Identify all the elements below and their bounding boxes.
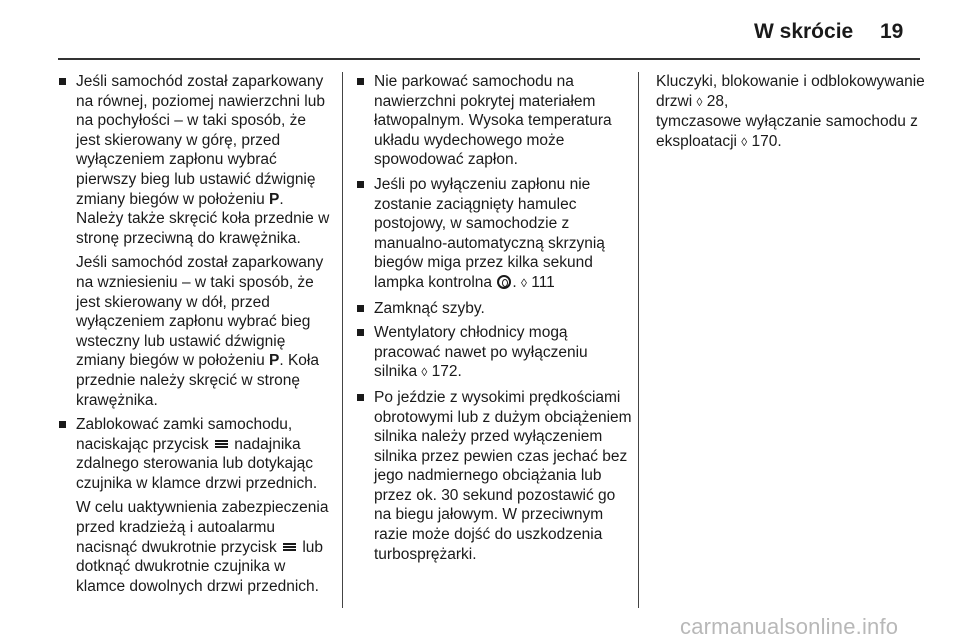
bullet-icon [357,329,364,336]
bullet-icon [59,421,66,428]
list-item: Nie parkować samochodu na nawierzchni pokrytej materiałem łatwopalnym. Wysoka temperatura układu wydechowego może spowodować zapłon. [356,72,632,170]
page-ref[interactable]: 111 [531,273,555,291]
column-3 [656,72,928,152]
bullet-icon [59,78,66,85]
paragraph: W celu uaktywnienia zabezpieczenia przed kradzieżą i autoalarmu nacisnąć dwukrotnie przycisk lub dotknąć dwukrotnie czujnika w klamce dowolnych drzwi przednich. [76,499,329,595]
warning-lamp-icon [497,275,511,289]
page-ref[interactable]: 170. [751,132,782,150]
bullet-list [58,72,332,596]
paragraph: Jeśli samochód został zaparkowany na wzniesieniu – w taki sposób, że jest skierowany w dół, przed wyłączeniem zapłonu wybrać bieg wsteczny lub ustawić dźwignię zmiany biegów w położeniu P. Koła przednie należy skręcić w stronę krawężnika. [76,254,324,409]
column-2 [356,72,632,569]
bullet-icon [357,394,364,401]
column-divider-2 [638,72,639,608]
bullet-icon [357,181,364,188]
page-ref[interactable]: 28, [706,92,729,110]
bullet-icon [357,78,364,85]
list-item: Po jeździe z wysokimi prędkościami obrotowymi lub z dużym obciążeniem silnika należy przed wyłączeniem silnika przez pewien czas jechać bez jego nadmiernego obciążania lub przez ok. 30 sekund pozostawić go na biegu jałowym. W przeciwnym razie może dojść do uszkodzenia turbosprężarki. [356,388,632,564]
paragraph: Jeśli samochód został zaparkowany na równej, poziomej nawierzchni lub na pochyłości – w taki sposób, że jest skierowany w górę, przed wyłączeniem zapłonu wybrać pierwszy bieg lub ustawić dźwignię zmiany biegów w położeniu P. Należy także skręcić koła przednie w stronę przeciwną do krawężnika. [76,73,330,247]
page-ref-icon: ◊ [741,134,748,149]
section-title: W skrócie [754,20,854,43]
lock-button-icon [283,543,296,551]
page-header [0,0,960,60]
header-divider [58,58,920,60]
lock-button-icon [215,440,228,448]
page-number: 19 [880,20,904,43]
list-item: Zamknąć szyby. [356,299,632,319]
list-item [58,415,332,596]
list-item [58,72,332,410]
column-divider-1 [342,72,343,608]
bullet-list [356,72,632,564]
see-also: Kluczyki, blokowanie i odblokowywanie drzwi ◊ 28, tymczasowe wyłączanie samochodu z eksploatacji ◊ 170. [656,73,925,150]
column-1 [58,72,332,601]
watermark-text: carmanualsonline.info [680,614,899,639]
list-item: Wentylatory chłodnicy mogą pracować nawet po wyłączeniu silnika ◊ 172. [356,323,632,383]
page-ref-icon: ◊ [421,365,428,380]
list-item: Jeśli po wyłączeniu zapłonu nie zostanie zaciągnięty hamulec postojowy, w samochodzie z manualno-automatyczną skrzynią biegów miga przez kilka sekund lampka kontrolna . ◊ 111 [356,175,632,294]
page-ref[interactable]: 172. [431,363,462,381]
page-ref-icon: ◊ [696,94,703,109]
bullet-icon [357,305,364,312]
paragraph: Zablokować zamki samochodu, naciskając przycisk nadajnika zdalnego sterowania lub dotykając czujnika w klamce drzwi przednich. [76,416,318,492]
page-ref-icon: ◊ [520,275,527,290]
